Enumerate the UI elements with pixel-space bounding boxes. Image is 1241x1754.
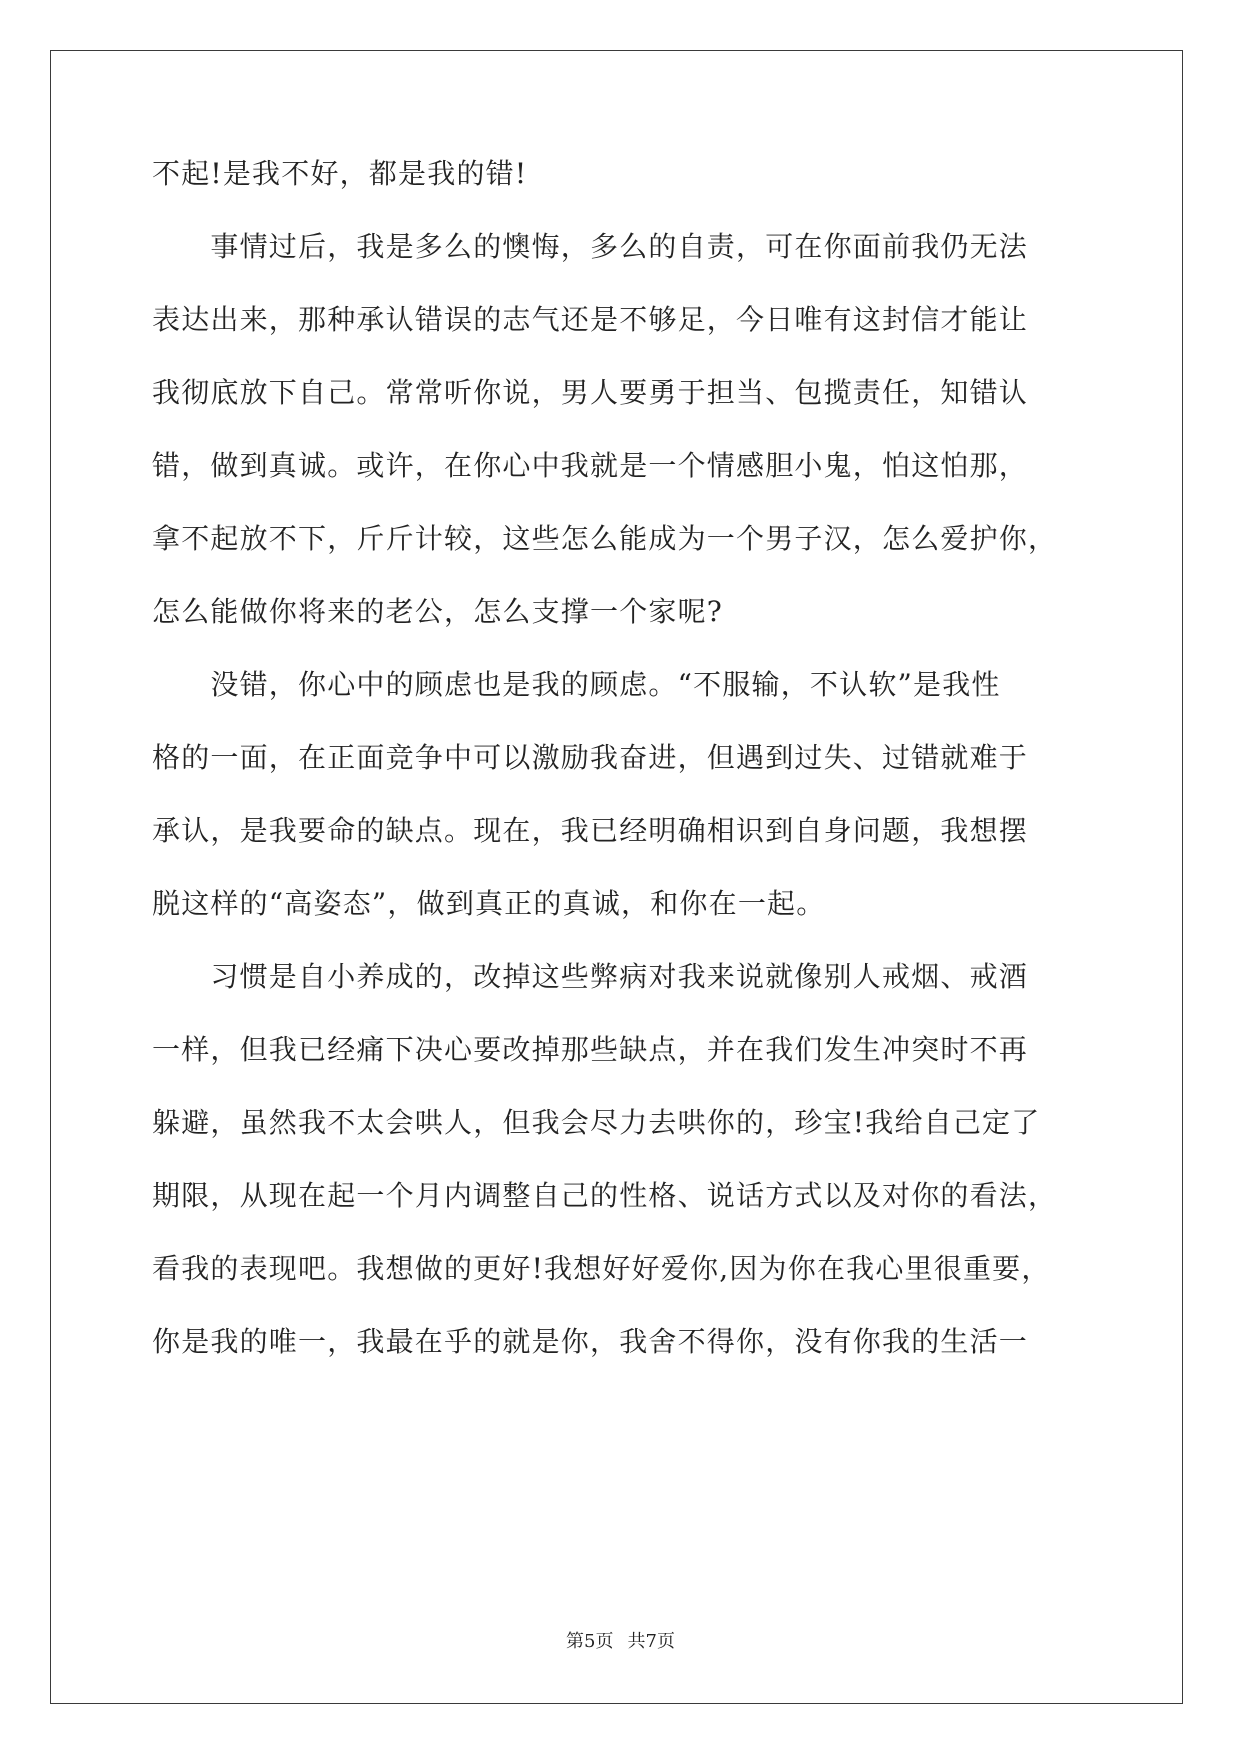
text-line: 一样，但我已经痛下决心要改掉那些缺点，并在我们发生冲突时不再 (152, 1033, 1029, 1066)
text-line: 脱这样的“高姿态”，做到真正的真诚，和你在一起。 (152, 887, 826, 920)
current-page-number: 第5页 (566, 1631, 614, 1652)
text-line: 拿不起放不下，斤斤计较，这些怎么能成为一个男子汉，怎么爱护你， (152, 522, 1058, 555)
text-line: 躲避，虽然我不太会哄人，但我会尽力去哄你的，珍宝!我给自己定了 (152, 1106, 1041, 1139)
text-line: 不起!是我不好，都是我的错! (152, 157, 528, 190)
text-line: 表达出来，那种承认错误的志气还是不够足，今日唯有这封信才能让 (152, 303, 1029, 336)
text-line: 你是我的唯一，我最在乎的就是你，我舍不得你，没有你我的生活一 (152, 1325, 1029, 1358)
text-line: 期限，从现在起一个月内调整自己的性格、说话方式以及对你的看法， (152, 1179, 1058, 1212)
text-line: 错，做到真诚。或许，在你心中我就是一个情感胆小鬼，怕这怕那， (152, 449, 1029, 482)
text-line: 怎么能做你将来的老公，怎么支撑一个家呢? (152, 595, 724, 628)
text-line: 习惯是自小养成的，改掉这些弊病对我来说就像别人戒烟、戒酒 (152, 960, 1029, 993)
text-line: 格的一面，在正面竞争中可以激励我奋进，但遇到过失、过错就难于 (152, 741, 1029, 774)
text-line: 我彻底放下自己。常常听你说，男人要勇于担当、包揽责任，知错认 (152, 376, 1029, 409)
text-line: 没错，你心中的顾虑也是我的顾虑。“不服输，不认软”是我性 (152, 668, 1001, 701)
page-border (50, 50, 1183, 1704)
total-page-count: 共7页 (627, 1631, 675, 1652)
page-footer (0, 1633, 1241, 1651)
text-line: 看我的表现吧。我想做的更好!我想好好爱你,因为你在我心里很重要， (152, 1252, 1051, 1285)
text-line: 事情过后，我是多么的懊悔，多么的自责，可在你面前我仍无法 (152, 230, 1029, 263)
text-line: 承认，是我要命的缺点。现在，我已经明确相识到自身问题，我想摆 (152, 814, 1029, 847)
